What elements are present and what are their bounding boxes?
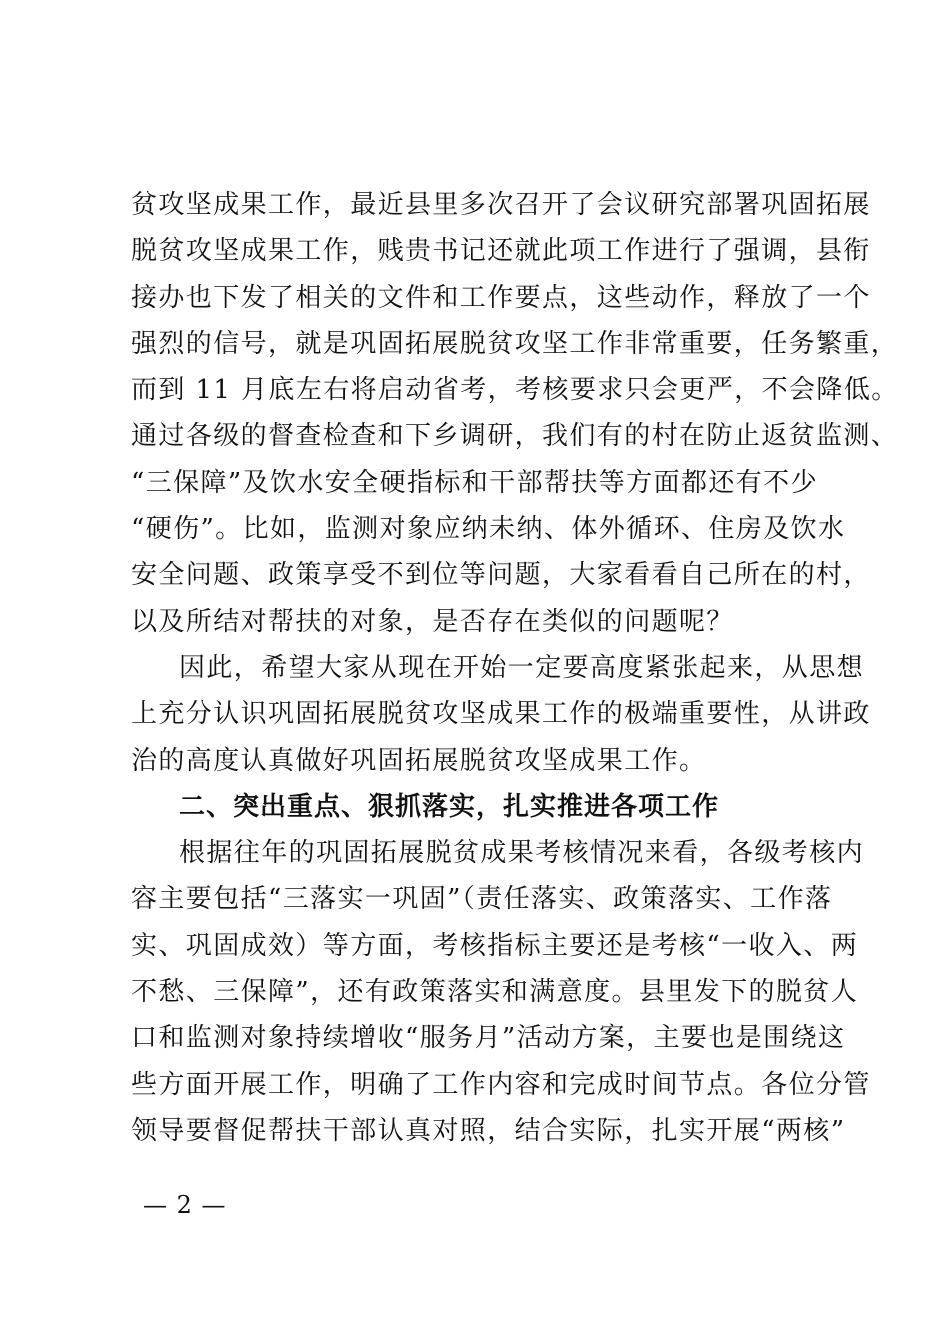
- text-line: 而到 11 月底左右将启动省考，考核要求只会更严，不会降低。: [131, 375, 899, 406]
- section-heading: 二、突出重点、狠抓落实，扎实推进各项工作: [179, 791, 720, 822]
- text-line: 不愁、三保障”，还有政策落实和满意度。县里发下的脱贫人: [131, 977, 859, 1008]
- text-line: 因此，希望大家从现在开始一定要高度紧张起来，从思想: [179, 652, 865, 683]
- text-line: 以及所结对帮扶的对象，是否存在类似的问题呢？: [131, 606, 734, 637]
- text-line: 容主要包括“三落实一巩固”（责任落实、政策落实、工作落: [131, 884, 833, 915]
- text-line: 脱贫攻坚成果工作，贱贵书记还就此项工作进行了强调，县衔: [131, 236, 871, 267]
- text-line: “三保障”及饮水安全硬指标和干部帮扶等方面都还有不少: [131, 467, 818, 498]
- text-line: 强烈的信号，就是巩固拓展脱贫攻坚工作非常重要，任务繁重，: [131, 328, 899, 359]
- text-line: 贫攻坚成果工作，最近县里多次召开了会议研究部署巩固拓展: [131, 190, 871, 220]
- text-line: 口和监测对象持续增收“服务月”活动方案，主要也是围绕这: [131, 1023, 846, 1054]
- text-line: 根据往年的巩固拓展脱贫成果考核情况来看，各级考核内: [179, 838, 865, 869]
- text-line: 实、巩固成效）等方面，考核指标主要还是考核“一收入、两: [131, 930, 859, 961]
- text-line: “硬伤”。比如，监测对象应纳未纳、体外循环、住房及饮水: [131, 514, 846, 545]
- text-line: 些方面开展工作，明确了工作内容和完成时间节点。各位分管: [131, 1069, 871, 1100]
- text-line: 领导要督促帮扶干部认真对照，结合实际，扎实开展“两核”: [131, 1115, 846, 1146]
- text-line: 安全问题、政策享受不到位等问题，大家看看自己所在的村，: [131, 560, 871, 591]
- text-line: 接办也下发了相关的文件和工作要点，这些动作，释放了一个: [131, 282, 871, 313]
- text-line: 上充分认识巩固拓展脱贫攻坚成果工作的极端重要性，从讲政: [131, 699, 871, 730]
- text-line: 治的高度认真做好巩固拓展脱贫攻坚成果工作。: [131, 745, 707, 776]
- page-number: — 2 —: [143, 1191, 227, 1219]
- text-line: 通过各级的督查检查和下乡调研，我们有的村在防止返贫监测、: [131, 421, 899, 452]
- body-text: [131, 182, 899, 1154]
